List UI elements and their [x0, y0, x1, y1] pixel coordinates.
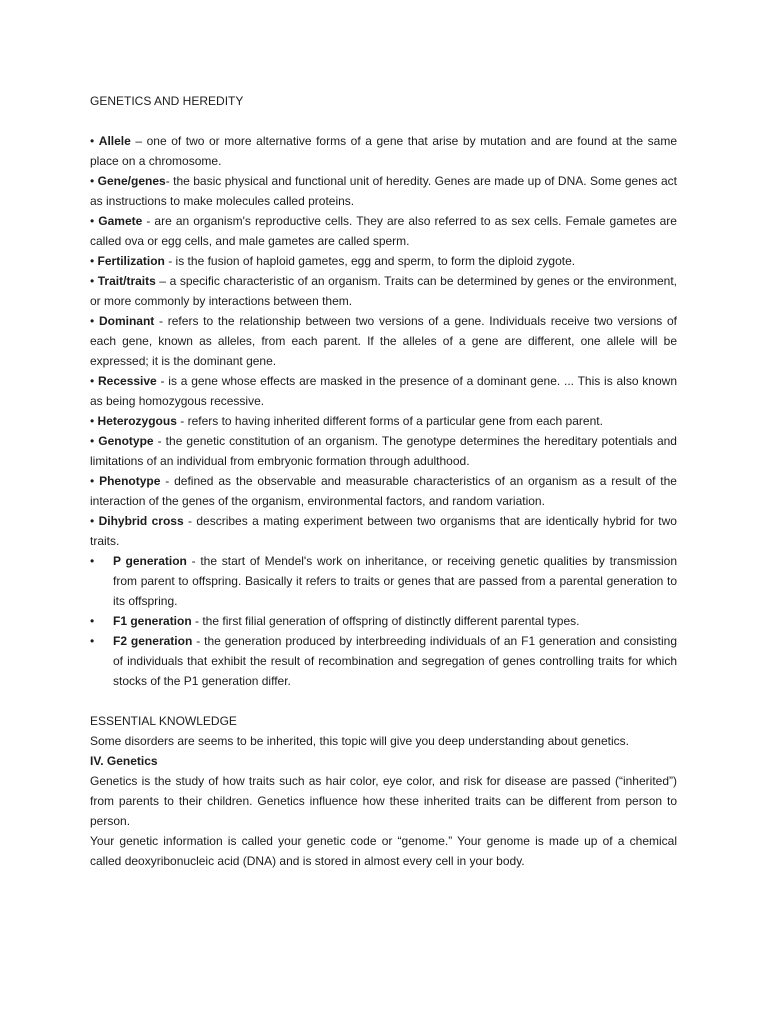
glossary-definition: - refers to the relationship between two versions of a gene. Individuals receive two versions of each gene, known as alleles, from each parent. If the alleles of a gene are different, one allele will be expressed; it is the dominant gene. — [90, 314, 677, 368]
bullet-icon: • — [90, 554, 95, 568]
glossary-term: Phenotype — [99, 474, 161, 488]
glossary-definition: - are an organism's reproductive cells. They are also referred to as sex cells. Female gametes are called ova or egg cells, and male gametes are called sperm. — [90, 214, 677, 248]
bullet-icon: • — [90, 614, 95, 628]
generation-term: P generation — [113, 554, 187, 568]
generation-item — [90, 631, 677, 691]
genetics-subheading: IV. Genetics — [90, 754, 158, 768]
glossary-definition: - the basic physical and functional unit of heredity. Genes are made up of DNA. Some genes act as instructions to make molecules called proteins. — [90, 174, 677, 208]
bullet-icon: • — [90, 214, 95, 228]
glossary-term: Gamete — [98, 214, 143, 228]
body-paragraph: Genetics is the study of how traits such as hair color, eye color, and risk for disease are passed (“inherited”) from parents to their children. Genetics influence how these inherited traits can be different from person to person. — [90, 774, 677, 828]
document-page — [90, 91, 677, 871]
bullet-icon: • — [90, 254, 95, 268]
bullet-icon: • — [90, 634, 95, 648]
bullet-icon: • — [90, 414, 95, 428]
essential-heading: ESSENTIAL KNOWLEDGE — [90, 714, 237, 728]
glossary-item — [90, 271, 677, 311]
glossary-term: Fertilization — [97, 254, 165, 268]
bullet-icon: • — [90, 374, 95, 388]
glossary-item — [90, 251, 677, 271]
glossary-item — [90, 311, 677, 371]
glossary-item — [90, 171, 677, 211]
glossary-item — [90, 131, 677, 171]
glossary-item — [90, 471, 677, 511]
bullet-icon: • — [90, 314, 95, 328]
bullet-icon: • — [90, 514, 95, 528]
bullet-icon: • — [90, 174, 95, 188]
glossary-definition: – one of two or more alternative forms of a gene that arise by mutation and are found at the same place on a chromosome. — [90, 134, 677, 168]
generation-definition: - the start of Mendel's work on inheritance, or receiving genetic qualities by transmission from parent to offspring. Basically it refers to traits or genes that are passed from a parental generation to its offspring. — [113, 554, 678, 608]
bullet-icon: • — [90, 134, 95, 148]
generation-item — [90, 611, 677, 631]
glossary-item — [90, 411, 677, 431]
body-paragraph: Your genetic information is called your genetic code or “genome.” Your genome is made up of a chemical called deoxyribonucleic acid (DNA) and is stored in almost every cell in your body. — [90, 834, 677, 868]
section-spacer — [90, 691, 677, 711]
glossary-term: Trait/traits — [97, 274, 156, 288]
generation-definition: - the generation produced by interbreeding individuals of an F1 generation and consisting of individuals that exhibit the result of recombination and segregation of genes controlling traits for which stocks of the P1 generation differ. — [113, 634, 677, 688]
glossary-item — [90, 211, 677, 251]
glossary-definition: - the genetic constitution of an organism. The genotype determines the hereditary potentials and limitations of an individual from embryonic formation through adulthood. — [90, 434, 677, 468]
glossary-term: Allele — [98, 134, 131, 148]
generation-list — [90, 551, 677, 691]
bullet-icon: • — [90, 434, 95, 448]
glossary-list — [90, 131, 677, 551]
glossary-term: Heterozygous — [97, 414, 177, 428]
glossary-item — [90, 371, 677, 411]
glossary-item — [90, 511, 677, 551]
glossary-term: Genotype — [98, 434, 154, 448]
document-title: GENETICS AND HEREDITY — [90, 94, 244, 108]
glossary-definition: - is the fusion of haploid gametes, egg and sperm, to form the diploid zygote. — [164, 254, 576, 268]
glossary-definition: - is a gene whose effects are masked in the presence of a dominant gene. ... This is also known as being homozygous recessive. — [90, 374, 677, 408]
generation-term: F1 generation — [113, 614, 192, 628]
generation-term: F2 generation — [113, 634, 193, 648]
glossary-term: Dominant — [98, 314, 155, 328]
glossary-definition: - refers to having inherited different forms of a particular gene from each parent. — [176, 414, 603, 428]
glossary-term: Gene/genes — [97, 174, 166, 188]
bullet-icon: • — [90, 274, 95, 288]
glossary-definition: - describes a mating experiment between two organisms that are identically hybrid for two traits. — [90, 514, 677, 548]
bullet-icon: • — [90, 474, 95, 488]
glossary-definition: – a specific characteristic of an organism. Traits can be determined by genes or the environment, or more commonly by interactions between them. — [90, 274, 677, 308]
generation-item — [90, 551, 677, 611]
essential-intro: Some disorders are seems to be inherited, this topic will give you deep understanding about genetics. — [90, 734, 629, 748]
glossary-definition: - defined as the observable and measurable characteristics of an organism as a result of the interaction of the genes of the organism, environmental factors, and random variation. — [90, 474, 677, 508]
generation-definition: - the first filial generation of offspring of distinctly different parental types. — [191, 614, 580, 628]
glossary-term: Dihybrid cross — [98, 514, 184, 528]
glossary-term: Recessive — [98, 374, 157, 388]
glossary-item — [90, 431, 677, 471]
